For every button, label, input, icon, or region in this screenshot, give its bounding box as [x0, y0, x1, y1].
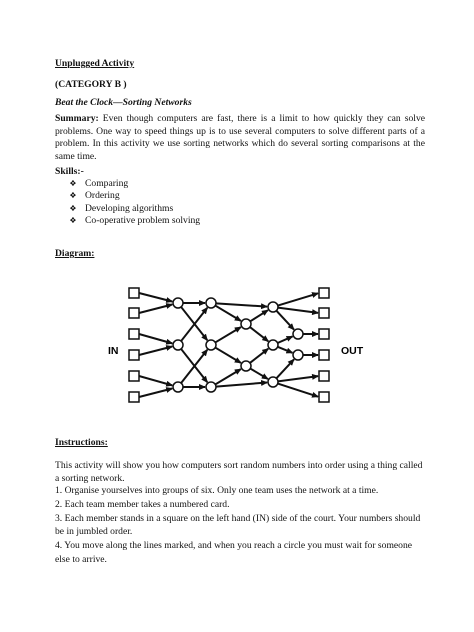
comparator-circle	[268, 302, 278, 312]
activity-title: Unplugged Activity	[55, 58, 135, 69]
position-square	[129, 308, 139, 318]
list-item: ❖ Ordering	[69, 190, 120, 202]
input-squares	[129, 288, 139, 402]
diamond-bullet-icon: ❖	[69, 178, 77, 188]
category-label: (CATEGORY B )	[55, 79, 127, 90]
list-item: 1. Organise yourselves into groups of six. Only one team uses the network at a time.	[55, 485, 379, 496]
summary-paragraph	[55, 113, 425, 164]
network-arrow	[139, 388, 172, 397]
position-square	[319, 288, 329, 298]
comparator-circle	[206, 298, 216, 308]
comparator-circle	[268, 377, 278, 387]
position-square	[319, 350, 329, 360]
instructions-heading: Instructions:	[55, 437, 108, 448]
comparator-circle	[206, 382, 216, 392]
out-label: OUT	[341, 345, 364, 357]
network-arrow	[278, 384, 318, 397]
position-square	[129, 329, 139, 339]
network-arrow	[276, 359, 294, 378]
instructions-list	[55, 484, 425, 567]
comparator-circle	[206, 340, 216, 350]
network-arrow	[215, 327, 241, 342]
list-item: ❖ Comparing	[69, 177, 129, 189]
network-arrow	[278, 336, 293, 343]
position-square	[319, 392, 329, 402]
list-item: 4. You move along the lines marked, and when you reach a circle you must wait for someone else to arrive.	[55, 540, 413, 566]
skills-heading: Skills:-	[55, 166, 84, 177]
comparator-circle	[173, 298, 183, 308]
comparator-circle	[293, 329, 303, 339]
network-arrow	[216, 303, 267, 306]
list-item: ❖ Developing algorithms	[69, 202, 174, 214]
diamond-bullet-icon: ❖	[69, 191, 77, 201]
instructions-intro: This activity will show you how computers sort random numbers into order using a thing called a sorting network.	[55, 460, 423, 484]
comparator-circle	[268, 340, 278, 350]
position-square	[129, 371, 139, 381]
network-arrow	[278, 293, 318, 305]
sorting-network-diagram	[108, 280, 380, 416]
activity-subtitle: Beat the Clock—Sorting Networks	[55, 97, 192, 108]
network-arrow	[276, 311, 294, 330]
network-arrow	[139, 346, 172, 355]
network-lines	[139, 293, 318, 397]
comparator-circle	[293, 350, 303, 360]
position-square	[129, 350, 139, 360]
list-item: 3. Each member stands in a square on the left hand (IN) side of the court. Your numbers should be in jumbled order.	[55, 512, 421, 538]
network-arrow	[139, 334, 172, 343]
skills-list	[68, 178, 200, 228]
position-square	[319, 308, 329, 318]
summary-text: Even though computers are fast, there is a limit to how quickly they can solve problems. One way to speed things up is to use several computers to solve different parts of a problem. In this activity we use sorting networks which do several sorting comparisons at the same time.	[55, 113, 425, 162]
position-square	[319, 371, 329, 381]
network-arrow	[139, 293, 172, 302]
comparator-circles	[173, 298, 303, 392]
diamond-bullet-icon: ❖	[69, 216, 77, 226]
network-arrow	[250, 369, 268, 379]
network-arrow	[139, 304, 172, 313]
network-arrow	[250, 327, 268, 341]
network-arrow	[278, 376, 318, 381]
network-arrow	[215, 306, 241, 321]
list-item: ❖ Co-operative problem solving	[69, 215, 201, 227]
position-square	[129, 288, 139, 298]
network-arrow	[216, 382, 267, 386]
network-arrow	[278, 347, 293, 353]
list-item: 2. Each team member takes a numbered card.	[55, 498, 230, 510]
comparator-circle	[173, 340, 183, 350]
diagram-heading: Diagram:	[55, 248, 95, 259]
in-label: IN	[108, 345, 119, 357]
network-arrow	[139, 376, 172, 385]
summary-label: Summary:	[55, 113, 99, 124]
comparator-circle	[241, 319, 251, 329]
diamond-bullet-icon: ❖	[69, 203, 77, 213]
position-square	[319, 329, 329, 339]
position-square	[129, 392, 139, 402]
network-arrow	[250, 310, 268, 321]
output-squares	[319, 288, 329, 402]
network-arrow	[250, 349, 268, 363]
comparator-circle	[241, 361, 251, 371]
comparator-circle	[173, 382, 183, 392]
network-arrow	[278, 308, 318, 313]
network-arrow	[215, 369, 241, 384]
network-arrow	[215, 348, 241, 363]
